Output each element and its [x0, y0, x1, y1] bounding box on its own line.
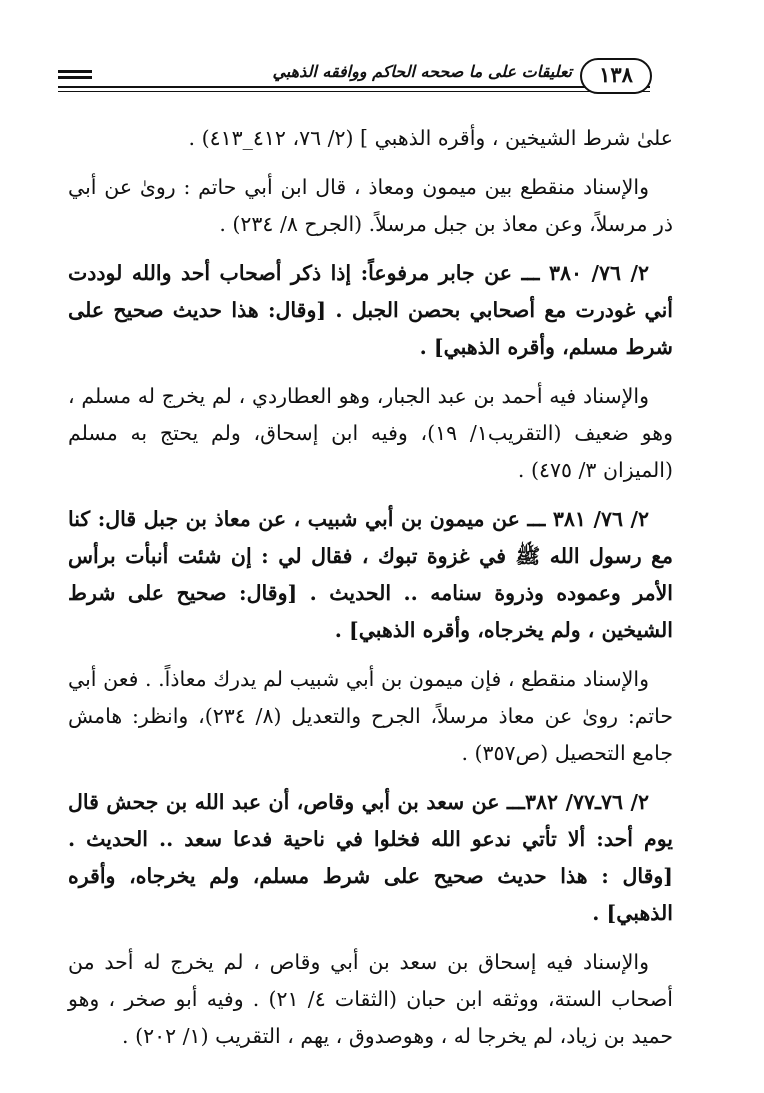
page-number: ١٣٨ — [580, 58, 652, 94]
paragraph: والإسناد منقطع بين ميمون ومعاذ ، قال ابن أبي حاتم : رویٰ عن أبي ذر مرسلاً، وعن معاذ بن جبل مرسلاً. (الجرح ٨/ ٢٣٤) . — [68, 175, 673, 236]
paragraph: علىٰ شرط الشيخين ، وأقره الذهبي ] (٢/ ٧٦، ٤١٢_٤١٣) . — [188, 126, 673, 150]
hadith-entry: ٢/ ٧٦/ ٣٨٠ ـــ عن جابر مرفوعاً: إذا ذكر أصحاب أحد والله لوددت أني غودرت مع أصحابي بحصن الجبل . [وقال: هذا حديث صحيح على شرط مسلم، وأقره الذهبي] . — [68, 261, 673, 359]
header-rule-top — [58, 86, 650, 88]
paragraph: والإسناد فيه أحمد بن عبد الجبار، وهو العطاردي ، لم يخرج له مسلم ، وهو ضعيف (التقريب١/ ١٩)، وفيه ابن إسحاق، ولم يحتج به مسلم (الميزان ٣/ ٤٧٥) . — [68, 384, 673, 482]
hadith-entry: ٢/ ٧٦/ ٣٨١ ـــ عن ميمون بن أبي شبيب ، عن معاذ بن جبل قال: كنا مع رسول الله ﷺ في غزوة تبوك ، فقال لي : إن شئت أنبأت برأس الأمر وعموده وذروة سنامه .. الحديث . [وقال: صحيح على شرط الشيخين ، ولم يخرجاه، وأقره الذهبي] . — [68, 507, 673, 642]
paragraph: والإسناد فيه إسحاق بن سعد بن أبي وقاص ، لم يخرج له أحد من أصحاب الستة، ووثقه ابن حبان (الثقات ٤/ ٢١) . وفيه أبو صخر ، وهو حميد بن زياد، لم يخرجا له ، وهوصدوق ، يهم ، التقريب (١/ ٢٠٢) . — [68, 950, 673, 1048]
book-title: تعليقات على ما صححه الحاكم ووافقه الذهبي — [272, 62, 572, 81]
page-body — [68, 120, 673, 1067]
running-header — [58, 56, 664, 98]
hadith-entry: ٢/ ٧٦ـ٧٧/ ٣٨٢ـــ عن سعد بن أبي وقاص، أن عبد الله بن جحش قال يوم أحد: ألا تأتي ندعو الله فخلوا في ناحية فدعا سعد .. الحديث . [وقال : هذا حديث صحيح على شرط مسلم، ولم يخرجاه، وأقره الذهبي] . — [68, 790, 673, 925]
header-rule-bottom — [58, 91, 650, 92]
header-ornament — [58, 70, 92, 82]
paragraph: والإسناد منقطع ، فإن ميمون بن أبي شبيب لم يدرك معاذاً. . فعن أبي حاتم: روىٰ عن معاذ مرسلاً، الجرح والتعديل (٨/ ٢٣٤)، وانظر: هامش جامع التحصيل (ص٣٥٧) . — [68, 667, 673, 765]
